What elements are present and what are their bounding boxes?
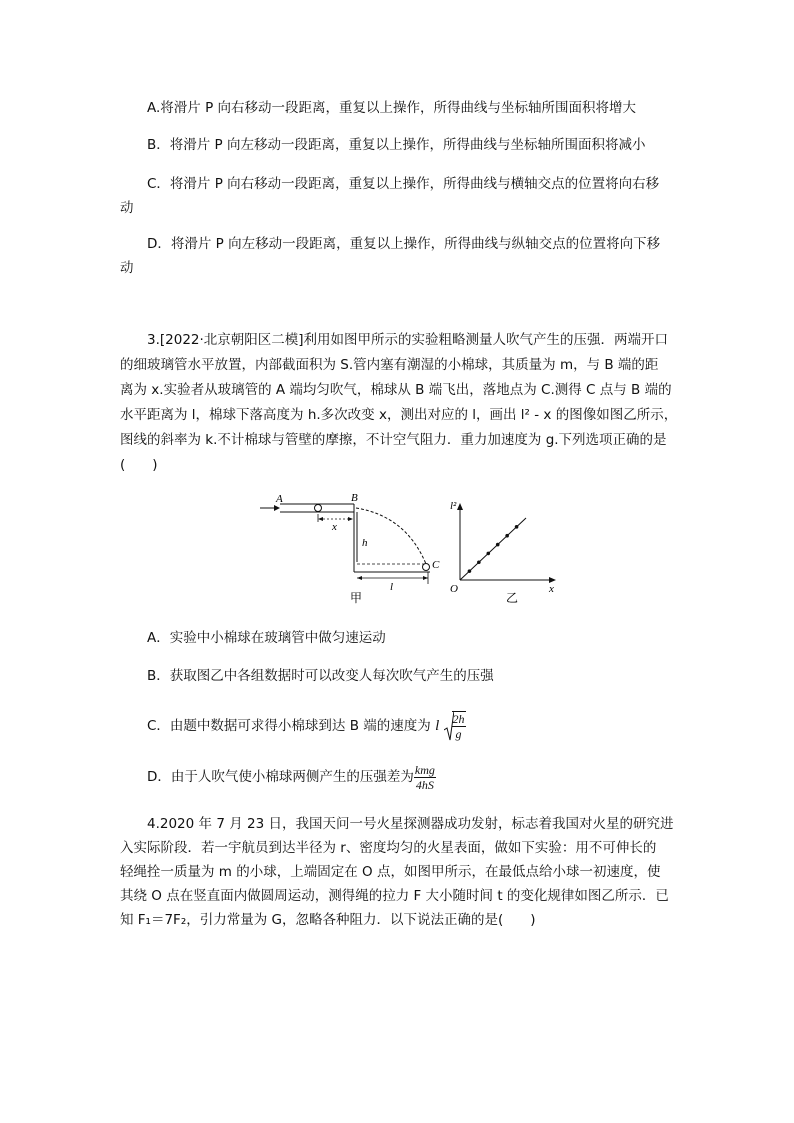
option-prev-d-line2: 动 [120, 260, 134, 276]
option-prev-d-line1: D．将滑片 P 向左移动一段距离，重复以上操作，所得曲线与纵轴交点的位置将向下移 [147, 236, 661, 252]
option-prev-a: A.将滑片 P 向右移动一段距离，重复以上操作，所得曲线与坐标轴所围面积将增大 [147, 100, 637, 116]
q4-stem-line-1: 4.2020 年 7 月 23 日，我国天问一号火星探测器成功发射，标志着我国对火星的研究进 [147, 816, 674, 832]
figure-jia [258, 492, 448, 604]
q3-stem-line-6: ( ) [120, 457, 158, 473]
option-prev-c-line1: C．将滑片 P 向右移动一段距离，重复以上操作，所得曲线与横轴交点的位置将向右移 [147, 176, 660, 192]
label-b: B [351, 492, 358, 504]
cotton-ball [315, 505, 322, 512]
q3-stem-line-2: 的细玻璃管水平放置，内部截面积为 S.管内塞有潮湿的小棉球，其质量为 m，与 B 端的距 [120, 357, 659, 373]
label-c: C [432, 559, 440, 571]
q3-stem-line-3: 离为 x.实验者从玻璃管的 A 端均匀吹气，棉球从 B 端飞出，落地点为 C.测得 C 点与 B 端的 [120, 382, 672, 398]
caption-jia: 甲 [350, 591, 363, 604]
label-a: A [276, 493, 283, 505]
sqrt-expression [444, 710, 466, 742]
q3-option-d [147, 762, 436, 792]
q3-option-c [147, 710, 466, 742]
data-point [468, 569, 472, 573]
q3-option-c-coef: l [435, 718, 440, 734]
q4-stem-line-3: 轻绳拴一质量为 m 的小球，上端固定在 O 点，如图甲所示，在最低点给小球一初速度，使 [120, 864, 661, 880]
data-point [496, 543, 500, 547]
q3-option-d-text: D．由于人吹气使小棉球两侧产生的压强差为 [147, 769, 414, 785]
label-l: l [390, 581, 394, 593]
q3-option-c-num: 2h [452, 712, 465, 726]
option-prev-c-line2: 动 [120, 200, 134, 216]
q4-stem-line-2: 入实际阶段．若一宇航员到达半径为 r、密度均匀的火星表面，做如下实验：用不可伸长的 [120, 840, 657, 856]
data-point [515, 525, 519, 529]
q3-option-c-text: C．由题中数据可求得小棉球到达 B 端的速度为 [147, 718, 431, 734]
label-h: h [362, 537, 368, 549]
q3-option-c-den: g [455, 727, 462, 741]
q3-stem-line-5: 图线的斜率为 k.不计棉球与管壁的摩擦，不计空气阻力．重力加速度为 g.下列选项正确的是 [120, 432, 667, 448]
yi-origin: O [450, 583, 458, 595]
yi-xlabel: x [549, 583, 554, 595]
q3-option-d-num: kmg [414, 762, 435, 777]
label-x: x [332, 521, 337, 533]
q4-stem-line-5: 知 F₁＝7F₂，引力常量为 G，忽略各种阻力．以下说法正确的是( ) [120, 912, 536, 928]
q3-option-a: A．实验中小棉球在玻璃管中做匀速运动 [147, 630, 386, 646]
q3-stem-line-1: 3.[2022·北京朝阳区二模]利用如图甲所示的实验粗略测量人吹气产生的压强．两端开口 [147, 332, 669, 348]
data-point [477, 560, 481, 564]
q3-stem-line-4: 水平距离为 l，棉球下落高度为 h.多次改变 x，测出对应的 l，画出 l² - x 的图像如图乙所示， [120, 407, 678, 423]
figure-yi [446, 500, 566, 604]
option-prev-b: B．将滑片 P 向左移动一段距离，重复以上操作，所得曲线与坐标轴所围面积将减小 [147, 137, 646, 153]
caption-yi: 乙 [506, 591, 519, 604]
data-point [505, 534, 509, 538]
data-point [486, 552, 490, 556]
yi-ylabel: l² [450, 500, 457, 512]
q4-stem-line-4: 其绕 O 点在竖直面内做圆周运动，测得绳的拉力 F 大小随时间 t 的变化规律如图乙所示．已 [120, 888, 669, 904]
q3-option-b: B．获取图乙中各组数据时可以改变人每次吹气产生的压强 [147, 668, 494, 684]
q3-option-d-den: 4hS [415, 777, 434, 792]
